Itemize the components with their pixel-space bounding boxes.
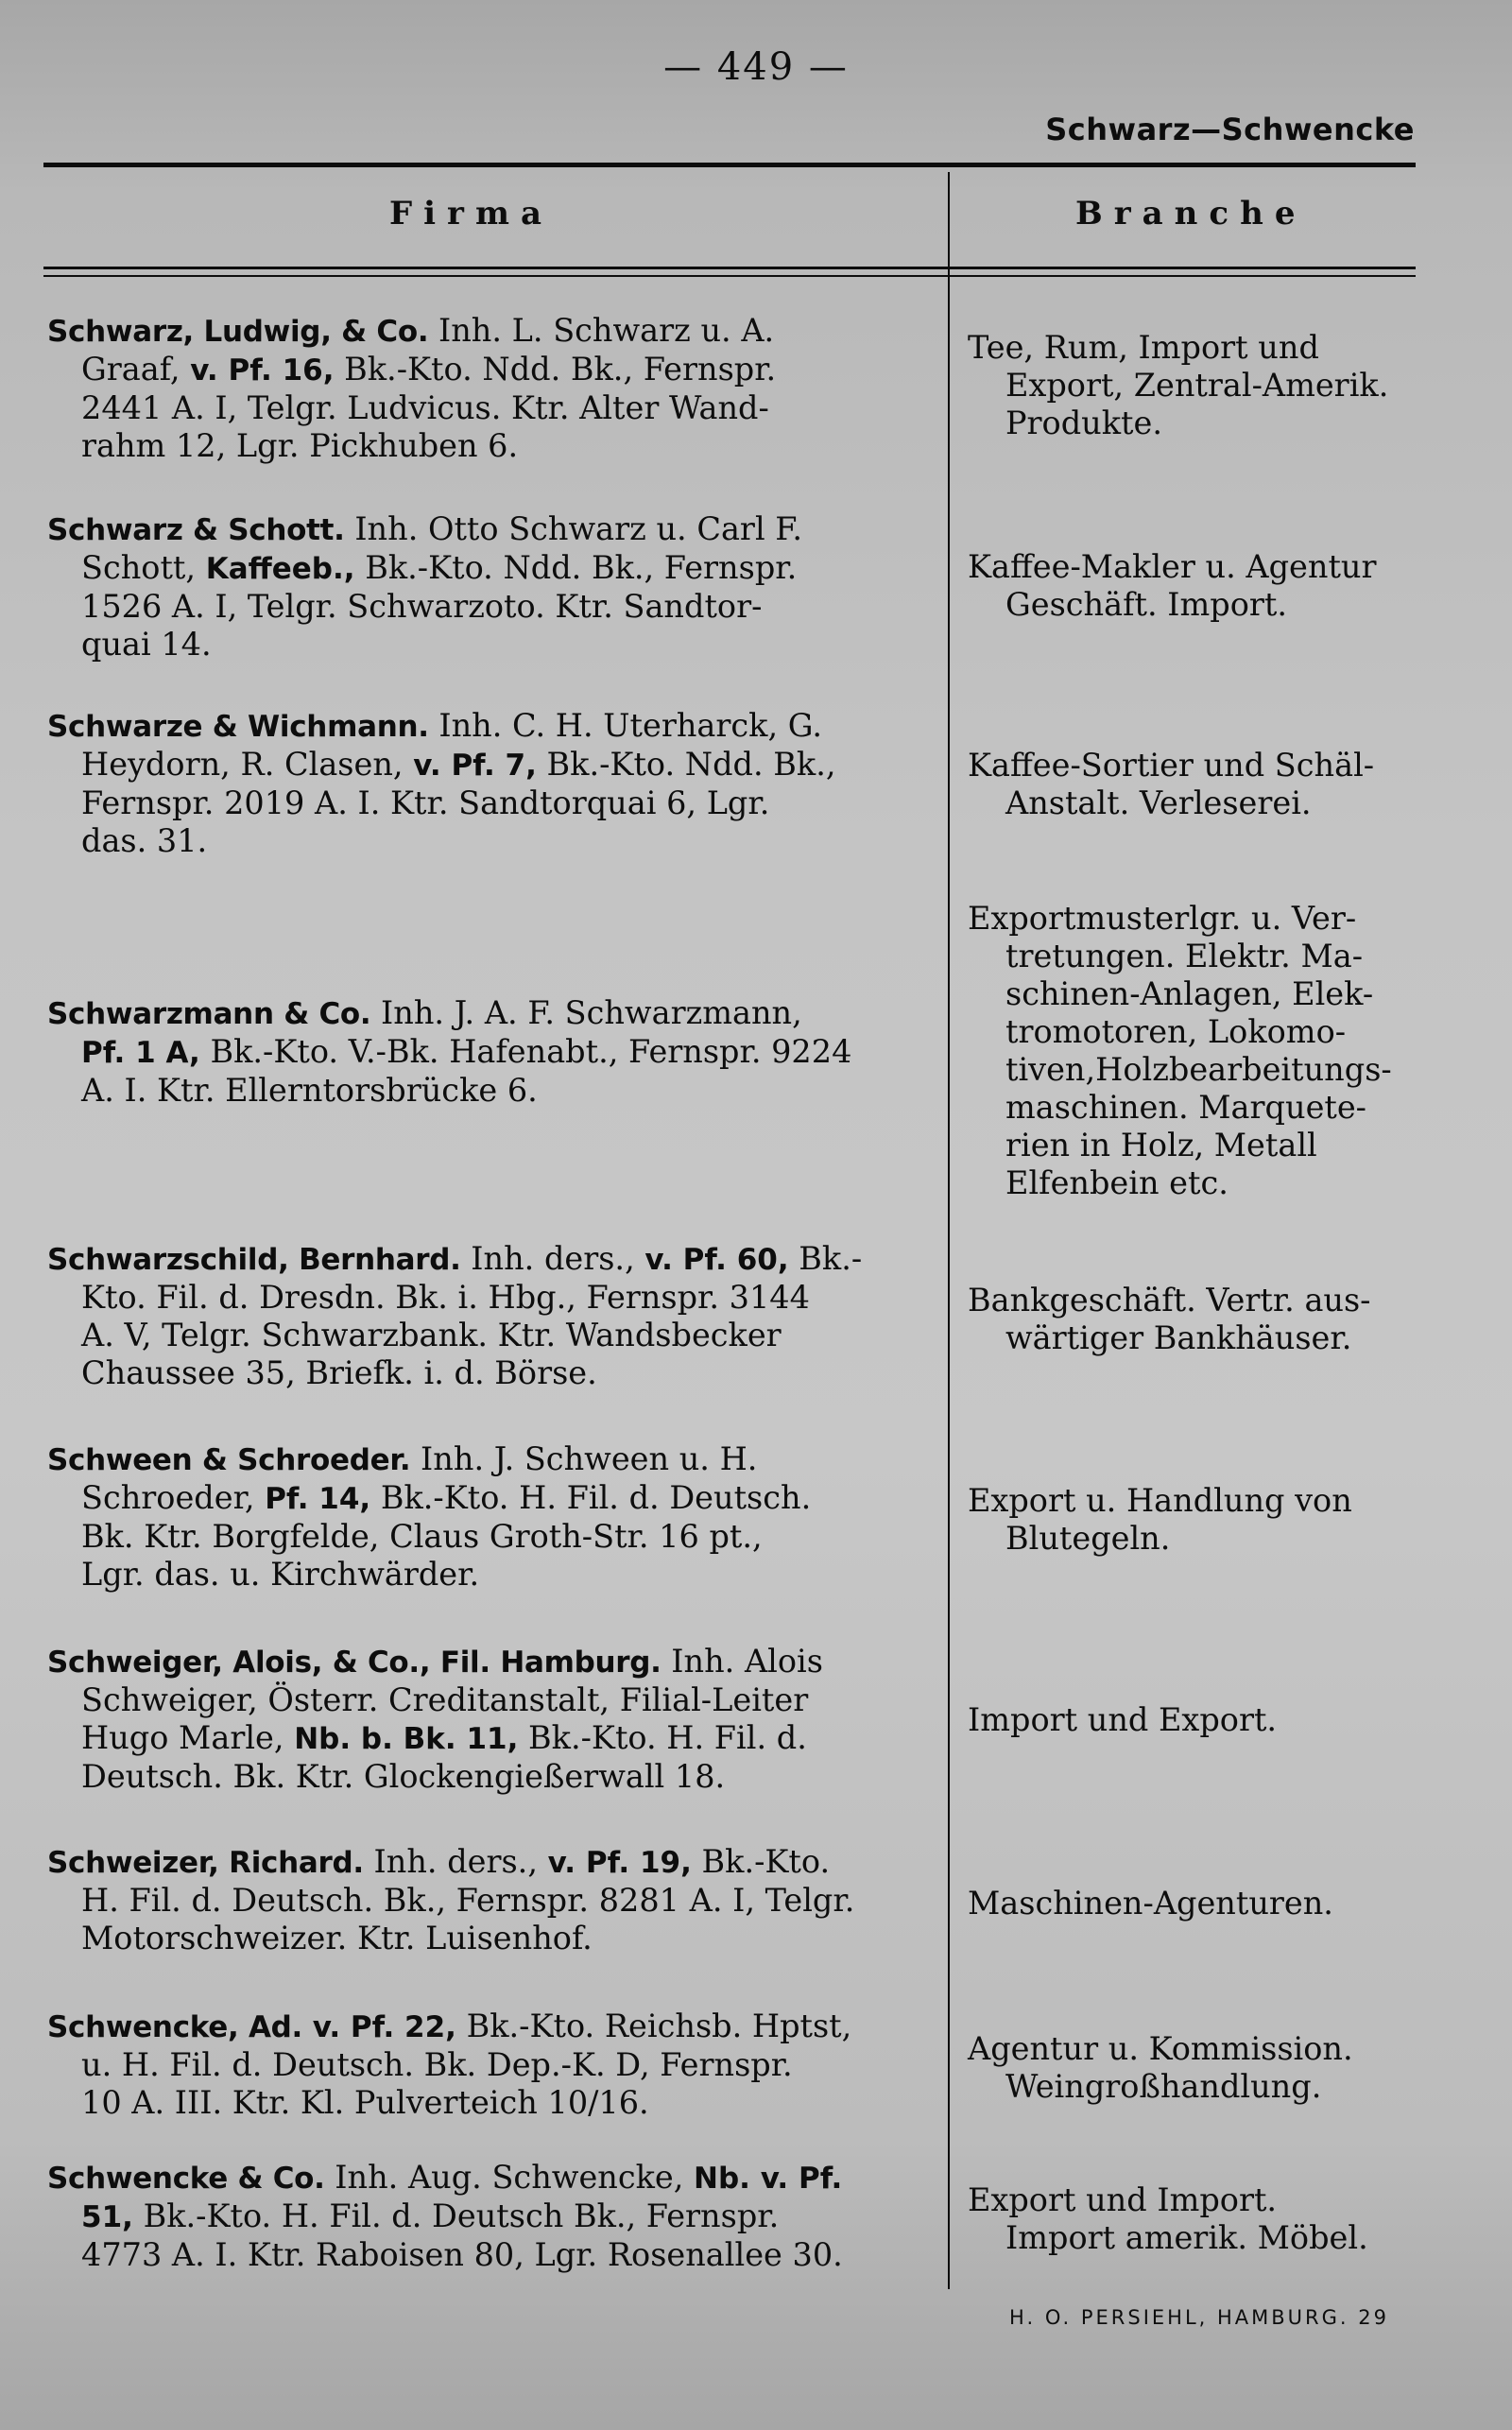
entry-line [47, 2084, 943, 2122]
bold-reference: v. Pf. 22, [312, 2010, 456, 2044]
entry-line [47, 1556, 943, 1594]
branche-line: Elfenbein etc. [1005, 1164, 1228, 1201]
entry-line [47, 427, 943, 465]
firm-name: Schwencke & Co. [47, 2162, 325, 2196]
entry-text: Schroeder, [81, 1479, 266, 1516]
entry-text: 2441 A. I, Telgr. Ludvicus. Ktr. Alter Wand- [81, 389, 769, 426]
entry-branche [968, 2030, 1440, 2106]
bold-reference: v. Pf. 7, [413, 749, 537, 783]
printer-imprint: H. O. PERSIEHL, HAMBURG. 29 [1009, 2306, 1389, 2329]
entry-line [47, 2008, 943, 2046]
entry-text: Heydorn, R. Clasen, [81, 746, 414, 783]
entry-text: Inh. Otto Schwarz u. Carl F. [344, 510, 802, 547]
entry-text: Bk.-Kto. H. Fil. d. Deutsch Bk., Fernspr. [132, 2197, 780, 2234]
entry-line [47, 1758, 943, 1796]
entry-text: Chaussee 35, Briefk. i. d. Börse. [81, 1354, 597, 1391]
firm-name: Schween & Schroeder. [47, 1443, 411, 1477]
entry-text: Inh. J. A. F. Schwarzmann, [370, 994, 802, 1031]
running-head: Schwarz—Schwencke [1045, 112, 1415, 147]
entry-branche [968, 1701, 1440, 1739]
entry-line [47, 1440, 943, 1479]
bold-reference: 51, [81, 2200, 133, 2234]
firm-name: Schwarze & Wichmann. [47, 710, 429, 744]
entry-text: 1526 A. I, Telgr. Schwarzoto. Ktr. Sandtor- [81, 588, 763, 625]
branche-line: Bankgeschäft. Vertr. aus- [968, 1282, 1371, 1318]
branche-line: Import amerik. Möbel. [1005, 2219, 1368, 2256]
header-rule [43, 163, 1416, 167]
entry-text: quai 14. [81, 626, 212, 663]
entry-text: Bk. Ktr. Borgfelde, Claus Groth-Str. 16 pt., [81, 1518, 763, 1555]
firm-name: Schweiger, Alois, & Co., Fil. Hamburg. [47, 1646, 662, 1680]
entry-text: Fernspr. 2019 A. I. Ktr. Sandtorquai 6, Lgr. [81, 784, 770, 821]
branche-line: tiven,Holzbearbeitungs- [1005, 1051, 1392, 1088]
entry-text: Inh. Aug. Schwencke, [324, 2159, 695, 2196]
directory-entry [47, 707, 943, 860]
firm-name: Schwarz & Schott. [47, 513, 345, 547]
directory-entry [47, 2159, 943, 2274]
entry-line [47, 746, 943, 784]
entry-text: Bk.-Kto. [691, 1843, 831, 1880]
branche-line: Exportmusterlgr. u. Ver- [968, 900, 1357, 937]
entry-text: A. I. Ktr. Ellerntorsbrücke 6. [81, 1072, 538, 1109]
entry-line [47, 784, 943, 822]
entry-text: Bk.-Kto. Ndd. Bk., [536, 746, 836, 783]
column-header-branche: Branche [1075, 195, 1307, 233]
branche-line: Import und Export. [968, 1701, 1278, 1738]
entry-text: Bk.-Kto. H. Fil. d. [518, 1719, 807, 1756]
directory-entry [47, 1440, 943, 1594]
entry-text: das. 31. [81, 822, 208, 859]
branche-line: Agentur u. Kommission. [968, 2030, 1353, 2067]
directory-entry [47, 994, 943, 1110]
entry-text: Bk.-Kto. Ndd. Bk., Fernspr. [354, 549, 798, 586]
branche-line: Anstalt. Verleserei. [1005, 784, 1312, 821]
entry-text: A. V, Telgr. Schwarzbank. Ktr. Wandsbecker [81, 1317, 782, 1353]
entry-line [47, 1882, 943, 1920]
entry-line [47, 1354, 943, 1392]
entry-text: Schweiger, Österr. Creditanstalt, Filial-Leiter [81, 1681, 809, 1718]
entry-line [47, 707, 943, 746]
entry-text: Deutsch. Bk. Ktr. Glockengießerwall 18. [81, 1758, 726, 1795]
entry-line [47, 1033, 943, 1072]
entry-text: Inh. Alois [661, 1643, 823, 1680]
entry-line [47, 1479, 943, 1518]
entry-text [302, 2008, 313, 2044]
branche-line: tretungen. Elektr. Ma- [1005, 938, 1364, 974]
entry-text: Inh. L. Schwarz u. A. [428, 312, 775, 349]
entry-text: Bk.-Kto. V.-Bk. Hafenabt., Fernspr. 9224 [199, 1033, 852, 1070]
entry-line [47, 1681, 943, 1719]
entry-line [47, 351, 943, 389]
entry-branche [968, 2181, 1440, 2257]
bold-reference: v. Pf. 19, [547, 1846, 692, 1880]
column-header-firma: Firma [389, 195, 553, 233]
directory-entry [47, 510, 943, 664]
branche-line: Weingroßhandlung. [1005, 2068, 1322, 2105]
entry-line [47, 2046, 943, 2084]
entry-text: rahm 12, Lgr. Pickhuben 6. [81, 427, 519, 464]
branche-line: Blutegeln. [1005, 1520, 1171, 1557]
bold-reference: Kaffeeb., [205, 552, 355, 586]
entry-branche [968, 548, 1440, 624]
branche-line: Produkte. [1005, 405, 1162, 441]
bold-reference: Pf. 1 A, [81, 1036, 200, 1070]
firm-name: Schwarzmann & Co. [47, 997, 371, 1031]
entry-branche [968, 1885, 1440, 1922]
entry-branche [968, 1282, 1440, 1357]
entry-line [47, 1719, 943, 1758]
entry-line [47, 510, 943, 549]
branche-line: Kaffee-Makler u. Agentur [968, 548, 1377, 585]
entry-line [47, 2236, 943, 2274]
directory-entry [47, 312, 943, 465]
entry-line [47, 626, 943, 664]
bold-reference: v. Pf. 16, [190, 353, 335, 388]
entry-text: Inh. ders., [460, 1240, 645, 1277]
directory-entry [47, 2008, 943, 2122]
bold-reference: Pf. 14, [265, 1482, 371, 1516]
entry-line [47, 2197, 943, 2236]
page-number: — 449 — [663, 45, 849, 89]
header-double-rule-bottom [43, 275, 1416, 277]
entry-text: Bk.- [788, 1240, 863, 1277]
branche-line: Export, Zentral-Amerik. [1005, 367, 1389, 404]
branche-line: Maschinen-Agenturen. [968, 1885, 1333, 1922]
entry-line [47, 1279, 943, 1317]
entry-text: H. Fil. d. Deutsch. Bk., Fernspr. 8281 A. I, Telgr. [81, 1882, 855, 1919]
entry-text: Inh. ders., [363, 1843, 548, 1880]
entry-branche [968, 747, 1440, 822]
entry-text: Bk.-Kto. Ndd. Bk., Fernspr. [334, 351, 777, 388]
entry-text: Lgr. das. u. Kirchwärder. [81, 1556, 480, 1593]
entry-line [47, 1643, 943, 1681]
entry-text: Motorschweizer. Ktr. Luisenhof. [81, 1920, 593, 1956]
branche-line: wärtiger Bankhäuser. [1005, 1319, 1352, 1356]
entry-line [47, 994, 943, 1033]
entry-text: u. H. Fil. d. Deutsch. Bk. Dep.-K. D, Fernspr. [81, 2046, 793, 2083]
entry-line [47, 549, 943, 588]
entry-text: Kto. Fil. d. Dresdn. Bk. i. Hbg., Fernspr. 3144 [81, 1279, 810, 1316]
bold-reference: Nb. v. Pf. [694, 2162, 843, 2196]
entry-text: Inh. J. Schween u. H. [410, 1440, 758, 1477]
entry-line [47, 1317, 943, 1354]
entry-line [47, 389, 943, 427]
firm-name: Schwarz, Ludwig, & Co. [47, 315, 429, 349]
bold-reference: v. Pf. 60, [644, 1243, 789, 1277]
branche-line: maschinen. Marquete- [1005, 1089, 1366, 1126]
entry-branche [968, 329, 1440, 442]
entry-line [47, 1843, 943, 1882]
branche-line: rien in Holz, Metall [1005, 1127, 1317, 1163]
branche-line: tromotoren, Lokomo- [1005, 1013, 1347, 1050]
entry-text: Schott, [81, 549, 206, 586]
entry-text: Inh. C. H. Uterharck, G. [428, 707, 822, 744]
directory-entry [47, 1240, 943, 1392]
entry-branche [968, 1482, 1440, 1558]
entry-text: Bk.-Kto. H. Fil. d. Deutsch. [370, 1479, 812, 1516]
header-double-rule-top [43, 267, 1416, 269]
branche-line: Export und Import. [968, 2181, 1278, 2218]
directory-entry [47, 1843, 943, 1957]
entry-text: 4773 A. I. Ktr. Raboisen 80, Lgr. Rosenallee 30. [81, 2236, 843, 2273]
firm-name: Schweizer, Richard. [47, 1846, 364, 1880]
entry-line [47, 1072, 943, 1110]
entry-text: Graaf, [81, 351, 191, 388]
column-divider [948, 172, 950, 2289]
entry-line [47, 1240, 943, 1279]
entry-line [47, 822, 943, 860]
entry-text: Hugo Marle, [81, 1719, 295, 1756]
branche-line: Geschäft. Import. [1005, 586, 1287, 623]
entry-line [47, 2159, 943, 2197]
entry-line [47, 312, 943, 351]
entry-text: Bk.-Kto. Reichsb. Hptst, [455, 2008, 852, 2044]
entry-text: 10 A. III. Ktr. Kl. Pulverteich 10/16. [81, 2084, 649, 2121]
branche-line: schinen-Anlagen, Elek- [1005, 975, 1374, 1012]
firm-name: Schwarzschild, Bernhard. [47, 1243, 461, 1277]
branche-line: Export u. Handlung von [968, 1482, 1352, 1519]
branche-line: Tee, Rum, Import und [968, 329, 1319, 366]
entry-branche [968, 900, 1440, 1202]
directory-entry [47, 1643, 943, 1796]
bold-reference: Nb. b. Bk. 11, [294, 1722, 519, 1756]
entry-line [47, 1920, 943, 1957]
firm-name: Schwencke, Ad. [47, 2010, 303, 2044]
entry-line [47, 1518, 943, 1556]
entry-line [47, 588, 943, 626]
branche-line: Kaffee-Sortier und Schäl- [968, 747, 1375, 784]
